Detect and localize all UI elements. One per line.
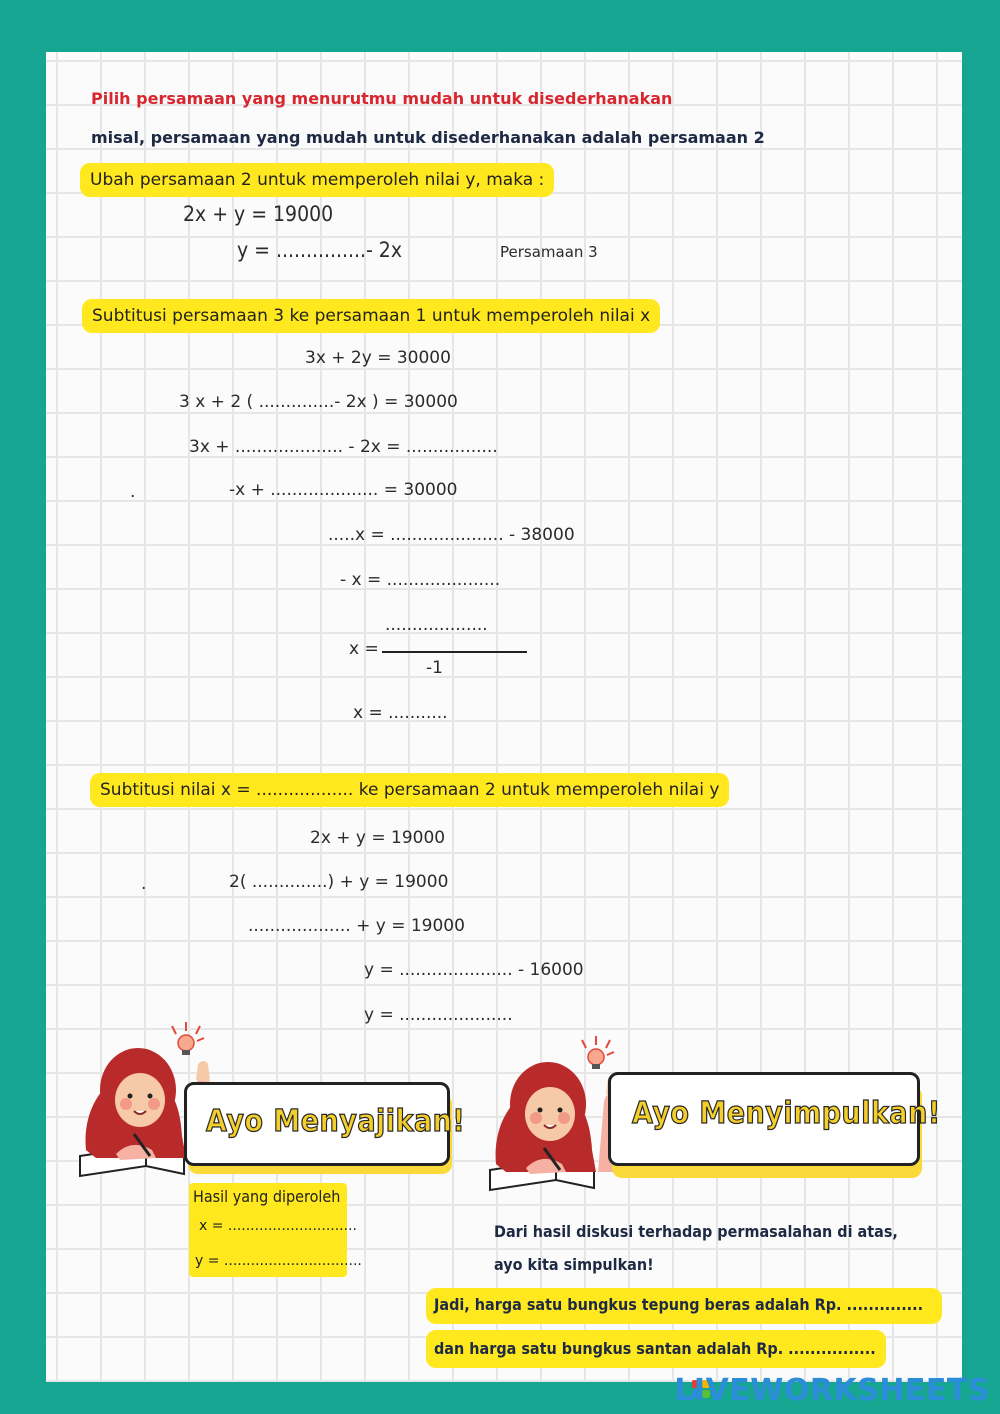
banner-dash — [866, 1072, 890, 1075]
answer-line-1[interactable]: Jadi, harga satu bungkus tepung beras adalah Rp. .............. — [434, 1295, 924, 1314]
step1-equation-1: 2x + y = 19000 — [183, 202, 334, 226]
banner-dash — [386, 1082, 400, 1085]
banner-dash — [846, 1072, 860, 1075]
instruction-title: Pilih persamaan yang menurutmu mudah untuk disederhanakan — [91, 89, 673, 108]
fraction-x-label: x = — [349, 639, 379, 659]
step2-result-x[interactable]: x = ........... — [353, 703, 448, 723]
step2-line[interactable]: 3 x + 2 ( ..............- 2x ) = 30000 — [179, 392, 458, 412]
step2-label: Subtitusi persamaan 3 ke persamaan 1 untuk memperoleh nilai x — [82, 299, 660, 333]
result-y-field[interactable]: y = ............................... — [195, 1253, 362, 1269]
lightbulb-icon — [172, 1022, 204, 1055]
step1-equation-2[interactable]: y = ...............- 2x — [237, 238, 402, 262]
lightbulb-icon — [582, 1036, 614, 1069]
step3-line: 2x + y = 19000 — [310, 828, 446, 848]
answer-box-1 — [426, 1288, 942, 1324]
step3-line[interactable]: 2( ..............) + y = 19000 — [229, 872, 449, 892]
result-title: Hasil yang diperoleh — [193, 1187, 341, 1206]
brand-name: LIVEWORKSHEETS — [674, 1373, 990, 1408]
present-banner-title: Ayo Menyajikan! — [206, 1104, 466, 1139]
equation-tag: Persamaan 3 — [500, 243, 598, 261]
fraction-bar — [382, 651, 527, 653]
step3-line[interactable]: ................... + y = 19000 — [248, 916, 465, 936]
result-box — [189, 1183, 362, 1277]
answer-box-2 — [426, 1330, 886, 1368]
result-x-field[interactable]: x = ............................. — [199, 1218, 357, 1234]
conclude-text-2: ayo kita simpulkan! — [494, 1255, 654, 1274]
step2-line[interactable]: -x + .................... = 30000 — [229, 480, 458, 500]
step2-line[interactable]: - x = ..................... — [340, 570, 501, 590]
conclude-banner-title: Ayo Menyimpulkan! — [632, 1096, 941, 1131]
example-text: misal, persamaan yang mudah untuk disederhanakan adalah persamaan 2 — [91, 128, 765, 147]
conclude-banner — [608, 1072, 941, 1180]
conclude-text-1: Dari hasil diskusi terhadap permasalahan di atas, — [494, 1222, 898, 1241]
stray-dot: . — [130, 482, 136, 502]
step3-result-y[interactable]: y = ..................... — [364, 1005, 513, 1025]
stray-dot: . — [141, 874, 147, 894]
answer-line-2[interactable]: dan harga satu bungkus santan adalah Rp. ................ — [434, 1339, 876, 1358]
step1-label: Ubah persamaan 2 untuk memperoleh nilai y, maka : — [80, 163, 554, 197]
worksheet-page — [46, 52, 962, 1382]
step2-line[interactable]: 3x + .................... - 2x = ................. — [189, 437, 498, 457]
step3-label: Subtitusi nilai x = .................. ke persamaan 2 untuk memperoleh nilai y — [90, 773, 729, 807]
step2-line[interactable]: .....x = ..................... - 38000 — [328, 525, 575, 545]
present-banner — [184, 1082, 466, 1176]
fraction-denominator: -1 — [426, 658, 443, 678]
step2-line: 3x + 2y = 30000 — [305, 348, 451, 368]
step3-line[interactable]: y = ..................... - 16000 — [364, 960, 584, 980]
fraction-numerator[interactable]: ................... — [385, 615, 488, 635]
banner-dash — [406, 1082, 428, 1085]
